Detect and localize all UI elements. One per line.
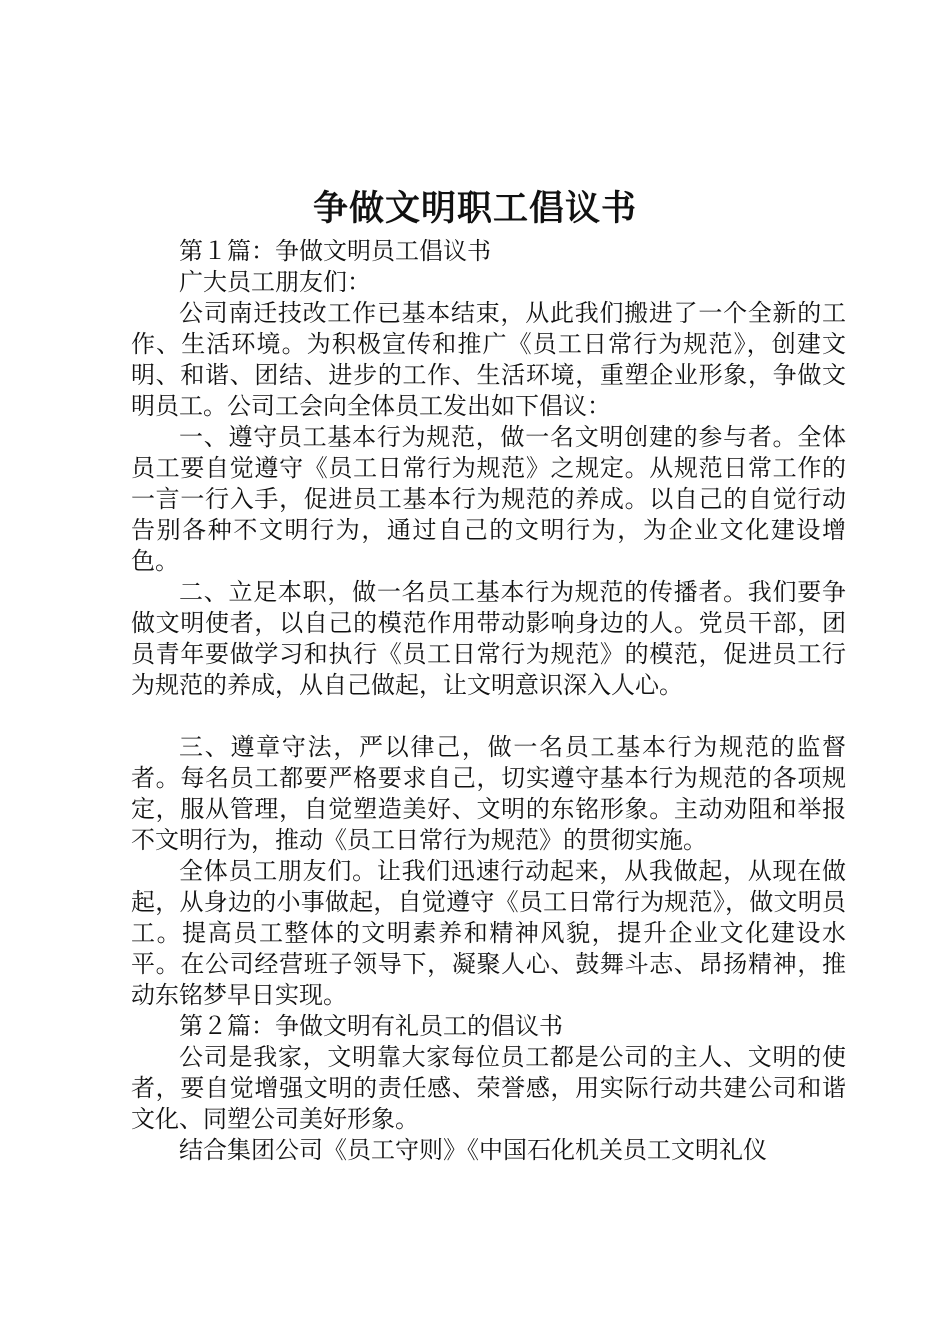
part-2-heading: 第２篇：争做文明有礼员工的倡议书	[179, 1012, 563, 1040]
paragraph-spacer	[131, 701, 846, 732]
document-body	[131, 236, 846, 1166]
part-2-continuation-paragraph: 结合集团公司《员工守则》《中国石化机关员工文明礼仪	[179, 1136, 767, 1164]
closing-paragraph: 全体员工朋友们。让我们迅速行动起来，从我做起，从现在做起，从身边的小事做起，自觉遵守《员工日常行为规范》，做文明员工。提高员工整体的文明素养和精神风貌，提升企业文化建设水平。在公司经营班子领导下，凝聚人心、鼓舞斗志、昂扬精神，推动东铭梦早日实现。	[131, 857, 846, 1009]
proposal-2-paragraph: 二、立足本职，做一名员工基本行为规范的传播者。我们要争做文明使者，以自己的模范作用带动影响身边的人。党员干部，团员青年要做学习和执行《员工日常行为规范》的模范，促进员工行为规范的养成，从自己做起，让文明意识深入人心。	[131, 578, 846, 699]
salutation: 广大员工朋友们：	[179, 268, 371, 296]
document-title: 争做文明职工倡议书	[312, 188, 637, 229]
proposal-3-paragraph: 三、遵章守法，严以律己，做一名员工基本行为规范的监督者。每名员工都要严格要求自己，切实遵守基本行为规范的各项规定，服从管理，自觉塑造美好、文明的东铭形象。主动劝阻和举报不文明行为，推动《员工日常行为规范》的贯彻实施。	[131, 733, 846, 854]
part-1-heading: 第１篇：争做文明员工倡议书	[179, 237, 491, 265]
proposal-1-paragraph: 一、遵守员工基本行为规范，做一名文明创建的参与者。全体员工要自觉遵守《员工日常行为规范》之规定。从规范日常工作的一言一行入手，促进员工基本行为规范的养成。以自己的自觉行动告别各种不文明行为，通过自己的文明行为，为企业文化建设增色。	[131, 423, 846, 575]
part-2-intro-paragraph: 公司是我家，文明靠大家每位员工都是公司的主人、文明的使者，要自觉增强文明的责任感、荣誉感，用实际行动共建公司和谐文化、同塑公司美好形象。	[131, 1043, 846, 1133]
intro-paragraph: 公司南迁技改工作已基本结束，从此我们搬进了一个全新的工作、生活环境。为积极宣传和推广《员工日常行为规范》，创建文明、和谐、团结、进步的工作、生活环境，重塑企业形象，争做文明员工。公司工会向全体员工发出如下倡议：	[131, 299, 846, 420]
